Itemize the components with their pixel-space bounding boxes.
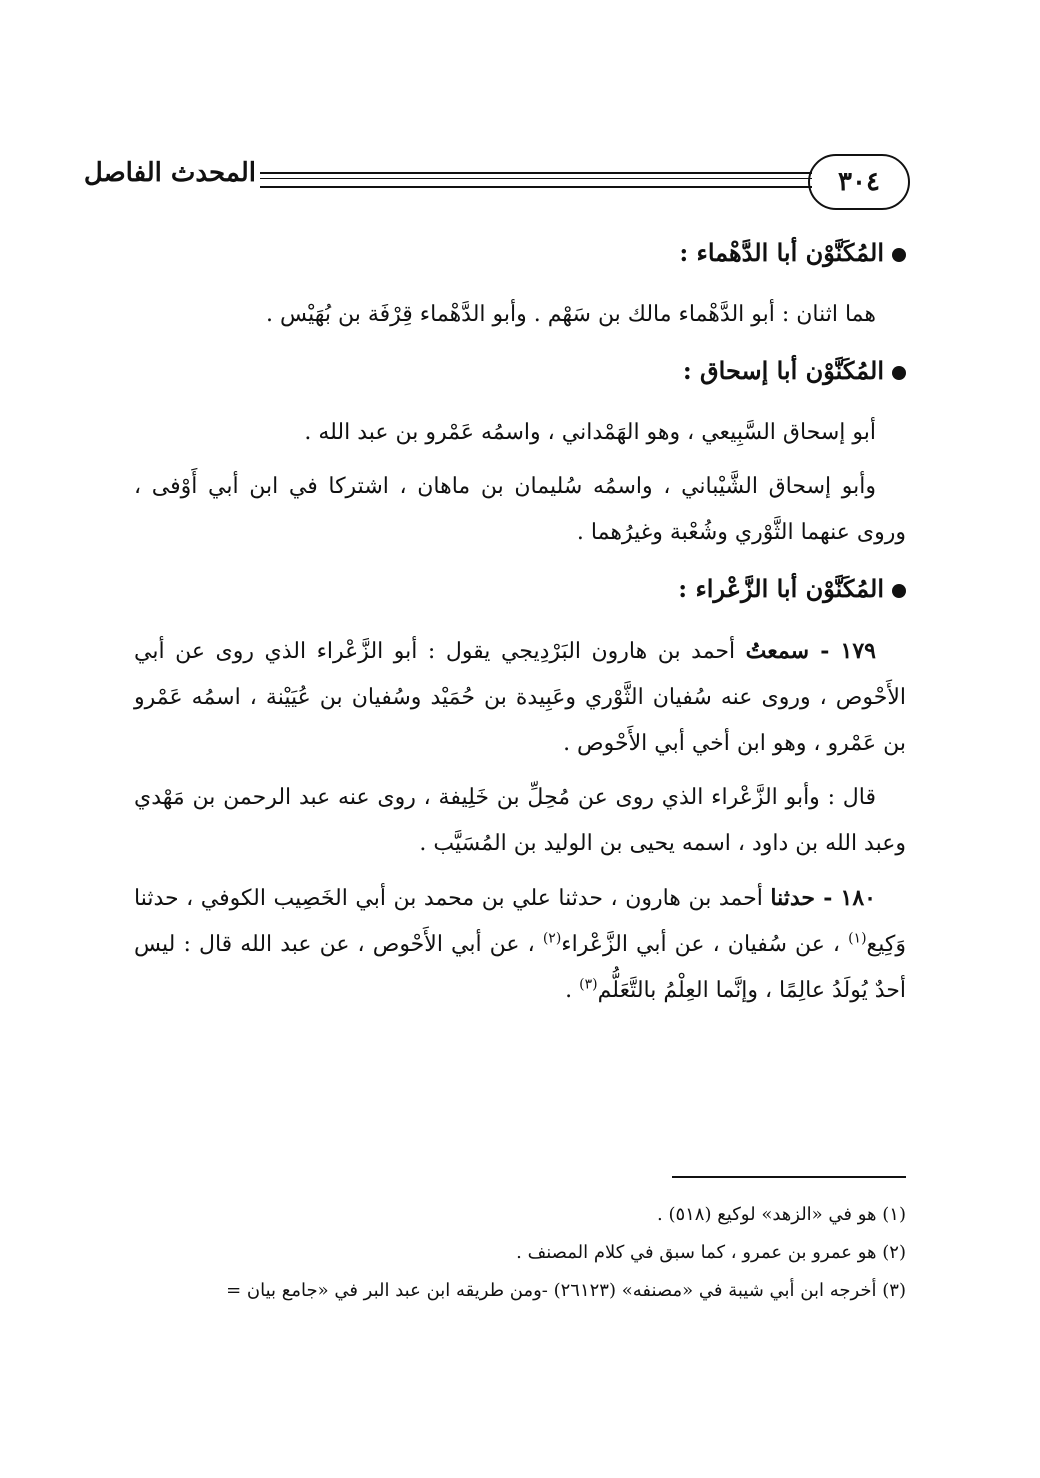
book-title: المحدث الفاصل [83, 158, 256, 188]
hadith-text: أحمد بن هارون ، حدثنا علي بن محمد بن أبي الخَصِيب الكوفي ، حدثنا وَكِيع [134, 886, 906, 957]
spacer [134, 396, 906, 410]
hadith-179 [134, 628, 906, 767]
section-heading [134, 564, 906, 614]
heading-text: المُكَنَّوْن أبا الزَّعْراء : [678, 574, 884, 603]
spacer [134, 278, 906, 292]
paragraph: أبو إسحاق السَّبِيعي ، وهو الهَمْداني ، واسمُه عَمْرو بن عبد الله . [304, 420, 876, 445]
hadith-number-lead: ١٧٩ - سمعتُ [745, 638, 876, 664]
hadith-text: ، عن سُفيان ، عن أبي الزَّعْراء [561, 932, 840, 957]
paragraph: وأبو إسحاق الشَّيْباني ، واسمُه سُليمان بن ماهان ، اشتركا في ابن أبي أَوْفى ، وروى عنهما الثَّوْري وشُعْبة وغيرُهما . [134, 474, 906, 545]
bullet-icon [892, 366, 906, 380]
spacer [134, 614, 906, 628]
hadith-number-lead: ١٨٠ - حدثنا [770, 885, 876, 911]
hadith-text: ، عن أبي الأَحْوص ، عن عبد الله قال : ليس أحدٌ يُولَدُ عالِمًا ، وإنَّما العِلْمُ بالتَّعَلُّم [134, 932, 906, 1003]
heading-text: المُكَنَّوْن أبا الدَّهْماء : [679, 238, 884, 267]
paragraph: هما اثنان : أبو الدَّهْماء مالك بن سَهْم . وأبو الدَّهْماء قِرْفَة بن بُهَيْس . [266, 302, 876, 327]
footnotes [116, 1196, 906, 1310]
heading-text: المُكَنَّوْن أبا إسحاق : [682, 356, 884, 385]
hadith-end: . [565, 978, 573, 1003]
footnote-2: (٢) هو عمرو بن عمرو ، كما سبق في كلام المصنف . [516, 1242, 906, 1263]
footnote-ref[interactable]: (١) [848, 930, 867, 947]
footnote-1: (١) هو في «الزهد» لوكيع (٥١٨) . [657, 1204, 906, 1225]
bullet-icon [892, 248, 906, 262]
section-heading [134, 346, 906, 396]
section-heading [134, 228, 906, 278]
footnote-ref[interactable]: (٢) [542, 930, 562, 947]
main-text [134, 228, 906, 1022]
hadith-text: أحمد بن هارون البَرْدِيجي يقول : أبو الزَّعْراء الذي روى عن أبي الأَحْوص ، وروى عنه سُفيان الثَّوْري وعَبِيدة بن حُمَيْد وسُفيان بن عُيَيْنة ، اسمُه عَمْرو بن عَمْرو ، وهو ابن أخي أبي الأَحْوص . [134, 639, 906, 756]
footnote-separator [672, 1176, 906, 1178]
paragraph: قال : وأبو الزَّعْراء الذي روى عن مُحِلِّ بن خَلِيفة ، روى عنه عبد الرحمن بن مَهْدي وعبد الله بن داود ، اسمه يحيى بن الوليد بن المُسَيَّب . [134, 785, 906, 856]
header-rule [260, 172, 812, 188]
footnote-ref[interactable]: (٣) [579, 976, 598, 993]
page-header [83, 150, 910, 214]
hadith-180 [134, 875, 906, 1014]
page-number: ٣٠٤ [808, 154, 910, 210]
footnote-3: (٣) أخرجه ابن أبي شيبة في «مصنفه» (٢٦١٢٣) -ومن طريقه ابن عبد البر في «جامع بيان = [226, 1280, 906, 1301]
bullet-icon [892, 584, 906, 598]
